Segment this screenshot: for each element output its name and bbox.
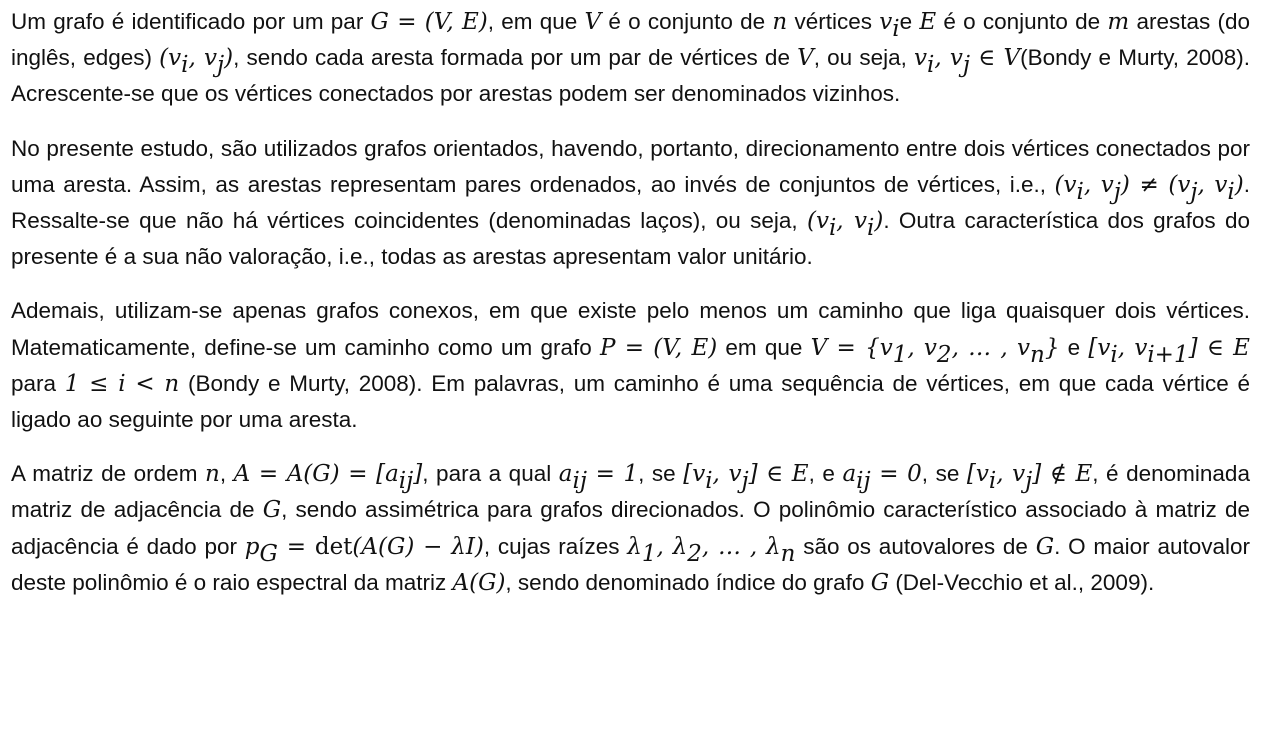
math-expression: ) bbox=[224, 45, 234, 72]
math-expression: , v bbox=[1117, 334, 1148, 361]
math-subscript: i bbox=[1227, 178, 1235, 205]
math-expression: [v bbox=[683, 461, 706, 488]
math-subscript: i bbox=[705, 468, 713, 495]
text-run: e bbox=[899, 9, 920, 34]
math-expression: , v bbox=[907, 334, 937, 361]
text-run: (Del-Vecchio et al., 2009). bbox=[889, 569, 1155, 595]
text-run: para bbox=[11, 370, 65, 396]
math-subscript: j bbox=[1113, 178, 1121, 205]
math-expression: a bbox=[558, 461, 573, 488]
math-expression: ] bbox=[413, 461, 423, 488]
math-expression: (A(G) − λI) bbox=[352, 533, 484, 560]
math-expression: , … , λ bbox=[701, 533, 781, 560]
math-expression: n bbox=[772, 9, 788, 35]
text-run: (Bondy e Murty, 2008). Acrescente-se que os vértices conectados por arestas podem ser denominados vizinhos. bbox=[11, 45, 1251, 107]
math-subscript: n bbox=[1030, 341, 1045, 368]
math-expression: ) ≠ (v bbox=[1120, 171, 1191, 198]
math-subscript: i bbox=[927, 52, 935, 79]
math-subscript: j bbox=[741, 468, 749, 495]
text-run: , é denominada matriz de adjacência de bbox=[11, 461, 1250, 523]
math-expression: 1 ≤ i < n bbox=[64, 370, 180, 397]
math-expression: = 1 bbox=[587, 461, 639, 488]
paragraph bbox=[11, 456, 1250, 601]
text-run: , sendo cada aresta formada por um par de vértices de bbox=[233, 45, 798, 71]
math-expression: ) bbox=[874, 208, 884, 235]
math-subscript: j bbox=[217, 52, 225, 79]
math-expression: p bbox=[244, 533, 260, 560]
text-run: é o conjunto de bbox=[936, 9, 1108, 34]
math-expression: , v bbox=[712, 461, 742, 488]
math-subscript: i bbox=[892, 15, 900, 42]
math-subscript: 2 bbox=[687, 540, 702, 567]
text-run: . Outra característica dos grafos do presente é a sua não valoração, i.e., todas as arestas apresentam valor unitário. bbox=[11, 208, 1250, 270]
text-run: , ou seja, bbox=[813, 45, 915, 71]
math-subscript: G bbox=[259, 540, 278, 567]
text-run: é o conjunto de bbox=[601, 9, 773, 34]
text-run: . O maior autovalor deste polinômio é o raio espectral da matriz bbox=[11, 533, 1250, 595]
text-run: , sendo assimétrica para grafos direcionados. O polinômio característico associado à matriz de adjacência é dado por bbox=[11, 497, 1251, 559]
math-subscript: ij bbox=[398, 468, 414, 495]
math-expression: ∈ V bbox=[970, 45, 1021, 72]
math-expression: (v bbox=[806, 208, 829, 235]
math-subscript: i bbox=[988, 468, 997, 495]
math-expression: } bbox=[1044, 334, 1060, 361]
math-expression: , v bbox=[934, 45, 963, 72]
math-subscript: n bbox=[780, 540, 796, 567]
math-expression: G bbox=[1035, 533, 1055, 560]
math-expression: (v bbox=[1054, 171, 1077, 198]
math-subscript: ij bbox=[572, 468, 587, 495]
math-expression: A(G) bbox=[452, 569, 506, 596]
math-subscript: 1 bbox=[892, 341, 908, 368]
text-run: vértices bbox=[787, 9, 880, 34]
math-expression: G = (V, E) bbox=[370, 9, 488, 35]
text-run: , em que bbox=[487, 9, 585, 34]
math-expression: (v bbox=[159, 45, 182, 72]
math-expression: v bbox=[914, 45, 928, 72]
math-expression: , v bbox=[1083, 171, 1114, 198]
text-run: em que bbox=[717, 334, 811, 360]
text-run: . Ressalte-se que não há vértices coincidentes (denominadas laços), ou seja, bbox=[11, 171, 1250, 234]
text-run: , e bbox=[808, 461, 843, 487]
math-subscript: 1 bbox=[641, 540, 657, 567]
math-expression: G bbox=[262, 497, 282, 524]
math-expression: ) bbox=[1234, 171, 1244, 198]
paragraph bbox=[11, 131, 1250, 276]
text-run: e bbox=[1059, 334, 1089, 360]
math-subscript: ij bbox=[856, 468, 871, 495]
math-subscript: i bbox=[1076, 178, 1084, 205]
math-subscript: i bbox=[828, 214, 837, 241]
math-expression: , … , v bbox=[951, 334, 1030, 361]
math-expression: [v bbox=[1088, 334, 1111, 361]
text-run: , sendo denominado índice do grafo bbox=[505, 569, 871, 595]
text-run: , se bbox=[638, 461, 684, 487]
text-run: arestas (do inglês, edges) bbox=[11, 9, 1250, 71]
math-expression: G bbox=[870, 569, 890, 596]
math-expression: ] ∉ E bbox=[1032, 461, 1093, 488]
math-subscript: i bbox=[1110, 341, 1118, 368]
text-run: , se bbox=[921, 461, 967, 487]
math-expression: V bbox=[797, 45, 814, 72]
math-expression: m bbox=[1107, 9, 1130, 35]
math-subscript: i+1 bbox=[1147, 341, 1189, 368]
math-expression: ] ∈ E bbox=[1188, 334, 1250, 361]
math-expression: P = (V, E) bbox=[600, 334, 718, 361]
math-expression: V = {v bbox=[810, 334, 893, 361]
text-run: Um grafo é identificado por um par bbox=[11, 9, 371, 34]
math-expression: = 0 bbox=[870, 461, 922, 488]
math-expression: E bbox=[919, 9, 937, 35]
math-expression: [v bbox=[966, 461, 989, 488]
math-expression: = bbox=[277, 533, 315, 560]
math-expression: , v bbox=[1197, 171, 1228, 198]
math-expression: V bbox=[584, 9, 602, 35]
text-run: A matriz de ordem bbox=[11, 461, 205, 487]
math-expression: A = A(G) = [a bbox=[233, 461, 399, 488]
math-subscript: 2 bbox=[936, 341, 952, 368]
math-expression: , λ bbox=[656, 533, 688, 560]
math-expression: v bbox=[879, 9, 893, 35]
paragraph bbox=[11, 293, 1250, 438]
math-expression: , v bbox=[188, 45, 218, 72]
math-subscript: i bbox=[866, 214, 875, 241]
math-subscript: j bbox=[1190, 178, 1198, 205]
math-expression: n bbox=[204, 461, 220, 488]
math-expression: λ bbox=[627, 533, 642, 560]
text-run: , para a qual bbox=[422, 461, 559, 487]
math-expression: a bbox=[842, 461, 857, 488]
text-run: , bbox=[219, 461, 234, 487]
math-subscript: j bbox=[1025, 468, 1033, 495]
text-run: No presente estudo, são utilizados grafos orientados, havendo, portanto, direcionamento entre dois vértices conectados por uma aresta. Assim, as arestas representam pares ordenados, ao invés de conjuntos de vértices, i.e., bbox=[11, 135, 1250, 197]
text-run: Ademais, utilizam-se apenas grafos conexos, em que existe pelo menos um caminho que liga quaisquer dois vértices. Matematicamente, define-se um caminho como um grafo bbox=[11, 298, 1250, 360]
math-expression: , v bbox=[996, 461, 1026, 488]
math-operator: det bbox=[314, 533, 353, 560]
text-run: (Bondy e Murty, 2008). Em palavras, um caminho é uma sequência de vértices, em que cada vértice é ligado ao seguinte por uma aresta. bbox=[11, 370, 1250, 433]
math-expression: , v bbox=[836, 208, 867, 235]
math-subscript: i bbox=[181, 52, 189, 79]
math-expression: ] ∈ E bbox=[748, 461, 809, 488]
math-subscript: j bbox=[962, 52, 971, 79]
text-run: , cujas raízes bbox=[483, 533, 628, 559]
paragraph bbox=[11, 4, 1250, 113]
text-run: são os autovalores de bbox=[795, 533, 1036, 559]
